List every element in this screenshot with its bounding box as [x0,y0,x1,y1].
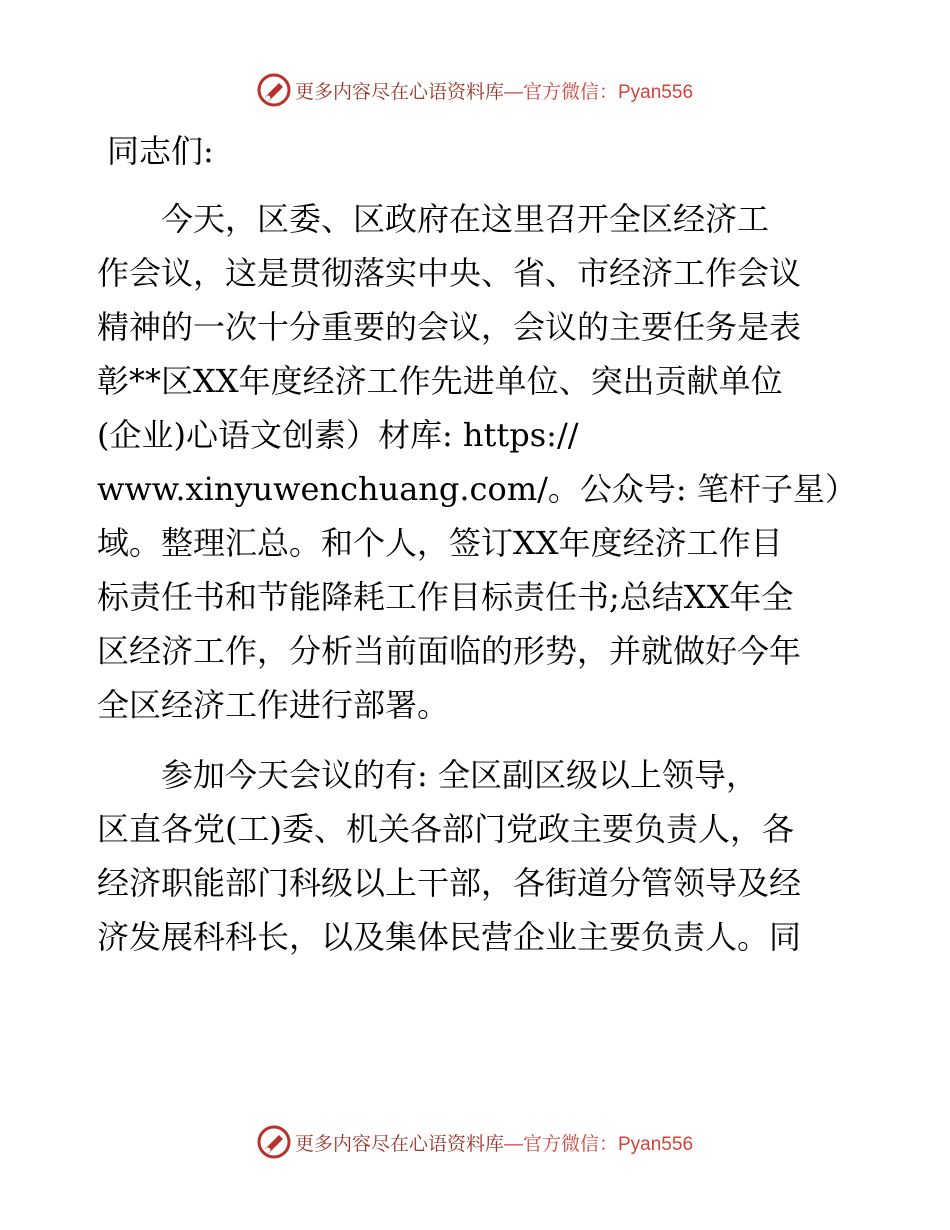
p1-line-3: 精神的一次十分重要的会议，会议的主要任务是表 [97,308,802,346]
p1-line-5: (企业)心语文创素）材库: https:// [97,416,579,454]
p1-line-8: 标责任书和节能降耗工作目标责任书;总结XX年全 [97,578,794,616]
pen-logo-icon [257,73,291,107]
watermark-main: 更多内容尽在心语资料库 [294,1132,504,1155]
p2-line-4: 济发展科科长，以及集体民营企业主要负责人。同 [97,918,802,956]
watermark-wechat: —官方微信：Pyan556 [504,81,694,103]
p2-line-1: 参加今天会议的有: 全区副区级以上领导， [161,756,758,794]
paragraph-2 [97,748,857,964]
pen-logo-icon [257,1125,291,1159]
p1-line-1: 今天，区委、区政府在这里召开全区经济工 [161,200,770,238]
watermark-banner-top [0,70,950,110]
p1-line-2: 作会议，这是贯彻落实中央、省、市经济工作会议 [97,254,802,292]
p1-line-9: 区经济工作，分析当前面临的形势，并就做好今年 [97,632,802,670]
paragraph-1 [97,192,857,732]
p1-line-7: 域。整理汇总。和个人，签订XX年度经济工作目 [97,524,783,562]
p1-line-4: 彰**区XX年度经济工作先进单位、突出贡献单位 [97,362,783,400]
p1-line-10: 全区经济工作进行部署。 [97,686,450,724]
document-body [97,124,857,964]
watermark-text [295,1129,693,1156]
watermark-text [295,77,693,104]
p2-line-2: 区直各党(工)委、机关各部门党政主要负责人，各 [97,810,794,848]
watermark-banner-bottom [0,1122,950,1162]
p2-line-3: 经济职能部门科级以上干部，各街道分管领导及经 [97,864,802,902]
p1-line-6: www.xinyuwenchuang.com/。公众号: 笔杆子星） [97,470,857,508]
salutation: 同志们: [107,132,214,170]
watermark-wechat: —官方微信：Pyan556 [504,1133,694,1155]
watermark-main: 更多内容尽在心语资料库 [294,80,504,103]
